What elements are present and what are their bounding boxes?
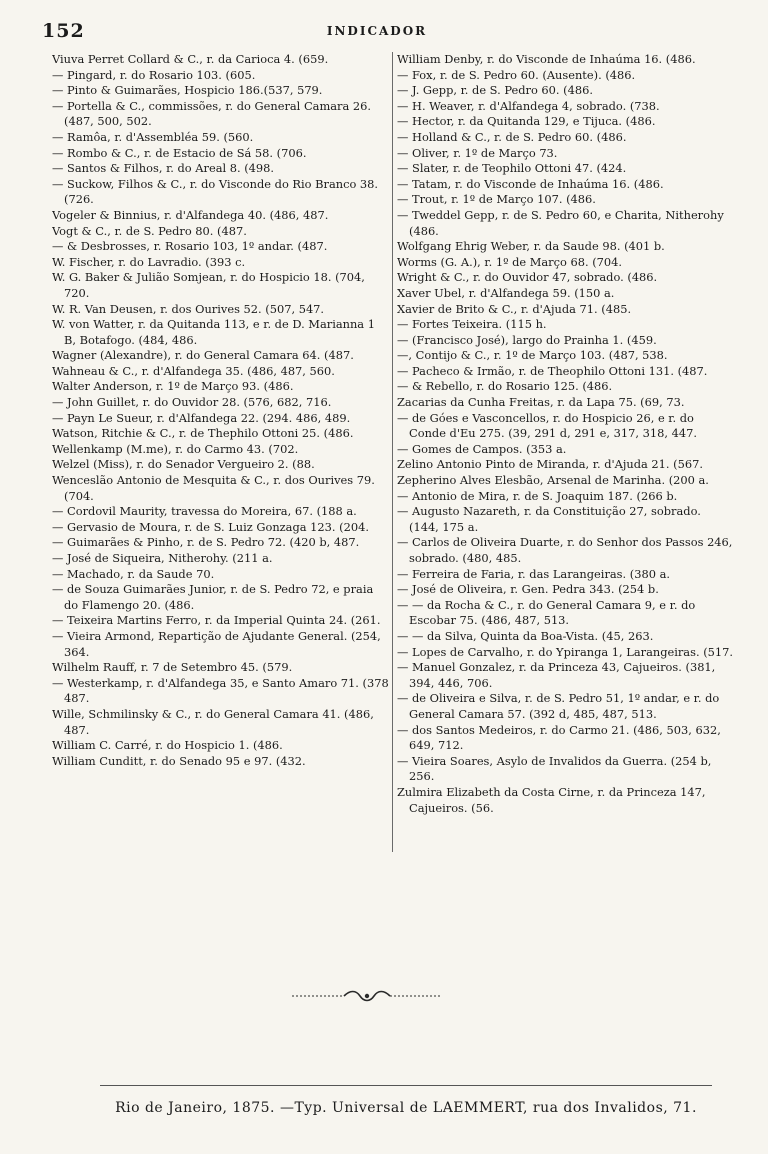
directory-entry: — Teixeira Martins Ferro, r. da Imperial Quinta 24. (261. [52, 613, 381, 628]
directory-entry: Worms (G. A.), r. 1º de Março 68. (704. [397, 254, 623, 269]
directory-entry: — Machado, r. da Saude 70. [52, 566, 215, 581]
directory-entry: — Cordovil Maurity, travessa do Moreira, 67. (188 a. [52, 504, 357, 519]
directory-entry: W. G. Baker & Julião Somjean, r. do Hospicio 18. (704, 720. [52, 270, 365, 300]
directory-entry: — Tweddel Gepp, r. de S. Pedro 60, e Charita, Nitherohy (486. [397, 207, 724, 238]
directory-entry: Viuva Perret Collard & C., r. da Carioca 4. (659. [52, 52, 329, 66]
footer-rule [100, 1085, 712, 1086]
directory-entry: W. von Watter, r. da Quitanda 113, e r. de D. Marianna 1 B, Botafogo. (484, 486. [52, 317, 375, 347]
directory-entry: Zacarias da Cunha Freitas, r. da Lapa 75. (69, 73. [397, 395, 685, 410]
directory-entry: — Vieira Armond, Repartição de Ajudante General. (254, 364. [52, 628, 381, 659]
directory-entry: Vogt & C., r. de S. Pedro 80. (487. [52, 223, 247, 238]
directory-entry: — Rombo & C., r. de Estacio de Sá 58. (706. [52, 145, 307, 160]
page-number: 152 [42, 20, 85, 42]
directory-entry: — Suckow, Filhos & C., r. do Visconde do Rio Branco 38. (726. [52, 176, 379, 207]
directory-entry: Wilhelm Rauff, r. 7 de Setembro 45. (579. [52, 660, 293, 675]
directory-entry: — — da Rocha & C., r. do General Camara 9, e r. do Escobar 75. (486, 487, 513. [397, 597, 696, 628]
directory-entry: — Hector, r. da Quitanda 129, e Tijuca. (486. [397, 114, 656, 129]
right-column [397, 52, 734, 852]
column-divider [392, 52, 393, 852]
directory-entry: — Pinto & Guimarães, Hospicio 186.(537, 579. [52, 83, 323, 98]
directory-entry: Wagner (Alexandre), r. do General Camara 64. (487. [52, 348, 354, 363]
directory-entry: — Slater, r. de Teophilo Ottoni 47. (424. [397, 161, 627, 176]
directory-entry: — Fox, r. de S. Pedro 60. (Ausente). (486. [397, 67, 636, 82]
directory-entry: Zepherino Alves Elesbão, Arsenal de Marinha. (200 a. [397, 473, 709, 488]
directory-entry: — Augusto Nazareth, r. da Constituição 27, sobrado. (144, 175 a. [397, 504, 701, 534]
directory-entry: — Payn Le Sueur, r. d'Alfandega 22. (294. 486, 489. [52, 410, 351, 425]
directory-entry: — H. Weaver, r. d'Alfandega 4, sobrado. (738. [397, 98, 660, 113]
directory-entry: — Trout, r. 1º de Março 107. (486. [397, 192, 596, 207]
directory-entry: — Ramôa, r. d'Assembléa 59. (560. [52, 129, 254, 144]
directory-entry: — Antonio de Mira, r. de S. Joaquim 187. (266 b. [397, 488, 678, 503]
directory-entry: W. R. Van Deusen, r. dos Ourives 52. (507, 547. [52, 301, 325, 316]
directory-entry: — Pingard, r. do Rosario 103. (605. [52, 67, 256, 82]
directory-entry: — José de Siqueira, Nitherohy. (211 a. [52, 551, 273, 565]
directory-entry: — Portella & C., commissões, r. do General Camara 26. (487, 500, 502. [52, 98, 372, 129]
directory-entry: — Pacheco & Irmão, r. de Theophilo Ottoni 131. (487. [397, 363, 708, 378]
ornament-divider-icon [292, 988, 442, 1004]
directory-entry: — (Francisco José), largo do Prainha 1. (459. [397, 332, 657, 347]
directory-entry: Wellenkamp (M.me), r. do Carmo 43. (702. [52, 441, 299, 456]
directory-entry: Zulmira Elizabeth da Costa Cirne, r. da Princeza 147, Cajueiros. (56. [397, 784, 706, 815]
directory-entry: — & Rebello, r. do Rosario 125. (486. [397, 379, 613, 394]
directory-entry: Welzel (Miss), r. do Senador Vergueiro 2. (88. [52, 457, 315, 472]
directory-entry: Wolfgang Ehrig Weber, r. da Saude 98. (401 b. [397, 239, 665, 254]
directory-entry: — Tatam, r. do Visconde de Inhaúma 16. (486. [397, 176, 664, 191]
directory-entry: William C. Carré, r. do Hospicio 1. (486. [52, 738, 283, 753]
directory-entry: — Carlos de Oliveira Duarte, r. do Senhor dos Passos 246, sobrado. (480, 485. [397, 535, 733, 565]
directory-entry: — — da Silva, Quinta da Boa-Vista. (45, 263. [397, 628, 654, 643]
directory-entry: — Gomes de Campos. (353 a. [397, 441, 567, 456]
directory-entry: Xavier de Brito & C., r. d'Ajuda 71. (485. [397, 301, 632, 316]
directory-entry: — de Souza Guimarães Junior, r. de S. Pedro 72, e praia do Flamengo 20. (486. [52, 582, 374, 612]
directory-entry: — Fortes Teixeira. (115 h. [397, 317, 547, 332]
directory-entry: William Denby, r. do Visconde de Inhaúma 16. (486. [397, 52, 696, 66]
directory-entry: — Oliver, r. 1º de Março 73. [397, 145, 558, 160]
running-title: INDICADOR [326, 24, 428, 38]
directory-entry: W. Fischer, r. do Lavradio. (393 c. [52, 254, 246, 269]
directory-entry: —, Contijo & C., r. 1º de Março 103. (487, 538. [397, 348, 668, 363]
directory-entry: William Cunditt, r. do Senado 95 e 97. (432. [52, 753, 306, 768]
directory-entry: — John Guillet, r. do Ouvidor 28. (576, 682, 716. [52, 395, 332, 410]
directory-entry: Walter Anderson, r. 1º de Março 93. (486. [52, 379, 294, 394]
directory-entry: — dos Santos Medeiros, r. do Carmo 21. (486, 503, 632, 649, 712. [397, 722, 721, 753]
directory-entry: Vogeler & Binnius, r. d'Alfandega 40. (486, 487. [52, 207, 329, 222]
directory-entry: — Westerkamp, r. d'Alfandega 35, e Santo Amaro 71. (378 487. [52, 675, 389, 706]
directory-entry: Wille, Schmilinsky & C., r. do General Camara 41. (486, 487. [52, 706, 374, 737]
directory-entry: Wahneau & C., r. d'Alfandega 35. (486, 487, 560. [52, 363, 335, 378]
directory-entry: Watson, Ritchie & C., r. de Thephilo Ottoni 25. (486. [52, 426, 354, 441]
directory-entry: — Santos & Filhos, r. do Areal 8. (498. [52, 161, 275, 176]
directory-entry: — de Góes e Vasconcellos, r. do Hospicio 26, e r. do Conde d'Eu 275. (39, 291 d, 291 e, 317, 318, 447. [397, 410, 697, 441]
directory-entry: — de Oliveira e Silva, r. de S. Pedro 51, 1º andar, e r. do General Camara 57. (392 d, 485, 487, 513. [397, 691, 720, 721]
footer-imprint: Rio de Janeiro, 1875. —Typ. Universal de LAEMMERT, rua dos Invalidos, 71. [115, 1100, 697, 1116]
directory-entry: — Ferreira de Faria, r. das Larangeiras. (380 a. [397, 566, 670, 581]
directory-entry: Zelino Antonio Pinto de Miranda, r. d'Ajuda 21. (567. [397, 457, 703, 472]
directory-entry: — Holland & C., r. de S. Pedro 60. (486. [397, 129, 627, 144]
directory-entry: — Manuel Gonzalez, r. da Princeza 43, Cajueiros. (381, 394, 446, 706. [397, 660, 716, 690]
directory-entry: — Guimarães & Pinho, r. de S. Pedro 72. (420 b, 487. [52, 535, 360, 550]
directory-entry: — Lopes de Carvalho, r. do Ypiranga 1, Larangeiras. (517. [397, 644, 733, 659]
directory-entry: — & Desbrosses, r. Rosario 103, 1º andar. (487. [52, 239, 328, 254]
directory-entry: — Vieira Soares, Asylo de Invalidos da Guerra. (254 b, 256. [397, 753, 712, 784]
left-column [52, 52, 389, 852]
directory-entry: — José de Oliveira, r. Gen. Pedra 343. (254 b. [397, 582, 659, 597]
directory-entry: Wright & C., r. do Ouvidor 47, sobrado. (486. [397, 270, 658, 285]
directory-entry: Wenceslão Antonio de Mesquita & C., r. dos Ourives 79. (704. [52, 473, 375, 503]
directory-entry: — J. Gepp, r. de S. Pedro 60. (486. [397, 83, 593, 98]
page-header [42, 20, 712, 44]
directory-columns [52, 52, 733, 852]
directory-entry: Xaver Ubel, r. d'Alfandega 59. (150 a. [397, 285, 615, 300]
directory-entry: — Gervasio de Moura, r. de S. Luiz Gonzaga 123. (204. [52, 519, 369, 534]
